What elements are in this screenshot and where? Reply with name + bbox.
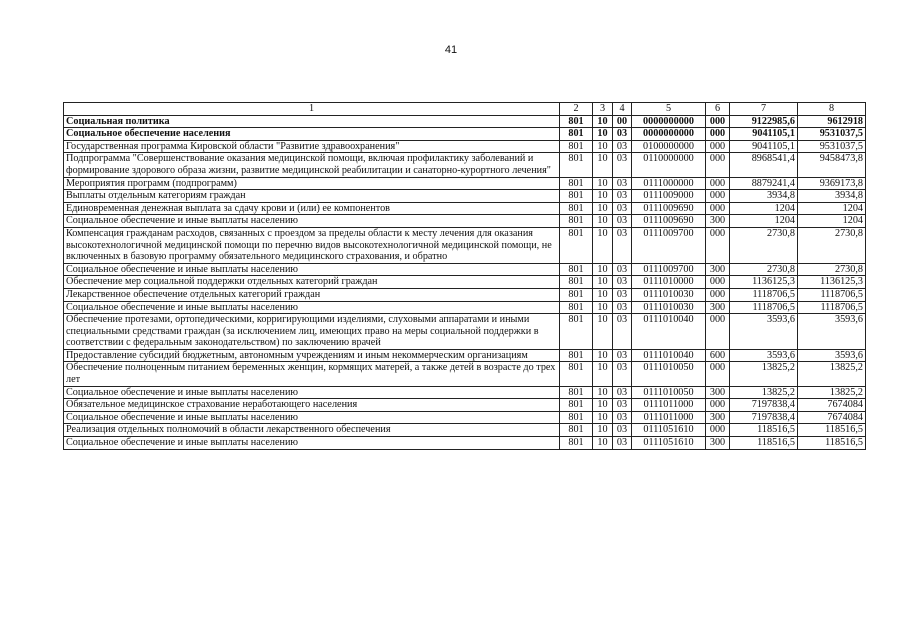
amount-year2-cell: 9531037,5 (798, 128, 866, 141)
target-article-cell: 0111011000 (632, 399, 706, 412)
row-name-cell: Социальное обеспечение и иные выплаты населению (64, 437, 560, 450)
row-name-cell: Мероприятия программ (подпрограмм) (64, 177, 560, 190)
target-article-cell: 0111010050 (632, 386, 706, 399)
target-article-cell: 0111010040 (632, 314, 706, 350)
admin-code-cell: 801 (560, 314, 593, 350)
subsection-cell: 03 (613, 386, 632, 399)
header-cell: 7 (730, 103, 798, 116)
table-row (64, 411, 866, 424)
amount-year1-cell: 1204 (730, 215, 798, 228)
amount-year2-cell: 2730,8 (798, 227, 866, 263)
admin-code-cell: 801 (560, 115, 593, 128)
admin-code-cell: 801 (560, 202, 593, 215)
table-row (64, 190, 866, 203)
target-article-cell: 0111000000 (632, 177, 706, 190)
amount-year2-cell: 9531037,5 (798, 140, 866, 153)
amount-year2-cell: 1118706,5 (798, 301, 866, 314)
amount-year1-cell: 7197838,4 (730, 411, 798, 424)
row-name-cell: Государственная программа Кировской области "Развитие здравоохранения" (64, 140, 560, 153)
amount-year2-cell: 13825,2 (798, 362, 866, 386)
admin-code-cell: 801 (560, 362, 593, 386)
target-article-cell: 0111010000 (632, 276, 706, 289)
table-row (64, 437, 866, 450)
subsection-cell: 03 (613, 215, 632, 228)
target-article-cell: 0111051610 (632, 424, 706, 437)
expense-type-cell: 000 (706, 115, 730, 128)
row-name-cell: Социальное обеспечение и иные выплаты населению (64, 263, 560, 276)
amount-year2-cell: 7674084 (798, 411, 866, 424)
amount-year2-cell: 1136125,3 (798, 276, 866, 289)
subsection-cell: 03 (613, 202, 632, 215)
amount-year1-cell: 13825,2 (730, 362, 798, 386)
target-article-cell: 0111010040 (632, 349, 706, 362)
row-name-cell: Обеспечение протезами, ортопедическими, корригирующими изделиями, слуховыми аппаратами и иными специальными средствами граждан (за исключением лиц, имеющих право на меры социальной поддержки в соответствии с федеральным законодательством) по заключению врачей (64, 314, 560, 350)
subsection-cell: 03 (613, 424, 632, 437)
table-row (64, 362, 866, 386)
amount-year2-cell: 1204 (798, 215, 866, 228)
row-name-cell: Предоставление субсидий бюджетным, автономным учреждениям и иным некоммерческим организациям (64, 349, 560, 362)
subsection-cell: 03 (613, 301, 632, 314)
section-cell: 10 (593, 411, 613, 424)
section-cell: 10 (593, 276, 613, 289)
expense-type-cell: 000 (706, 362, 730, 386)
row-name-cell: Компенсация гражданам расходов, связанных с проездом за пределы области к месту лечения для оказания высокотехнологичной медицинской помощи по перечню видов высокотехнологичной медицинской помощи, не включенных в базовую программу обязательного медицинского страхования, и обратно (64, 227, 560, 263)
row-name-cell: Лекарственное обеспечение отдельных категорий граждан (64, 288, 560, 301)
row-name-cell: Подпрограмма "Совершенствование оказания медицинской помощи, включая профилактику заболеваний и формирование здорового образа жизни, развитие медицинской реабилитации и санаторно-курортного лечения" (64, 153, 560, 177)
section-cell: 10 (593, 140, 613, 153)
target-article-cell: 0000000000 (632, 128, 706, 141)
table-row (64, 263, 866, 276)
amount-year1-cell: 8968541,4 (730, 153, 798, 177)
expense-type-cell: 000 (706, 314, 730, 350)
target-article-cell: 0111010050 (632, 362, 706, 386)
target-article-cell: 0111009000 (632, 190, 706, 203)
amount-year1-cell: 13825,2 (730, 386, 798, 399)
amount-year2-cell: 1204 (798, 202, 866, 215)
expense-type-cell: 000 (706, 276, 730, 289)
expense-type-cell: 300 (706, 386, 730, 399)
target-article-cell: 0111009690 (632, 215, 706, 228)
amount-year2-cell: 1118706,5 (798, 288, 866, 301)
amount-year1-cell: 1204 (730, 202, 798, 215)
subsection-cell: 03 (613, 190, 632, 203)
section-cell: 10 (593, 190, 613, 203)
amount-year2-cell: 9612918 (798, 115, 866, 128)
subsection-cell: 03 (613, 288, 632, 301)
admin-code-cell: 801 (560, 411, 593, 424)
amount-year1-cell: 9041105,1 (730, 128, 798, 141)
table-row (64, 349, 866, 362)
table-row (64, 202, 866, 215)
target-article-cell: 0111010030 (632, 288, 706, 301)
row-name-cell: Социальное обеспечение и иные выплаты населению (64, 386, 560, 399)
amount-year1-cell: 7197838,4 (730, 399, 798, 412)
subsection-cell: 00 (613, 115, 632, 128)
amount-year1-cell: 3934,8 (730, 190, 798, 203)
table-row (64, 128, 866, 141)
expense-type-cell: 000 (706, 288, 730, 301)
admin-code-cell: 801 (560, 227, 593, 263)
row-name-cell: Обеспечение полноценным питанием беременных женщин, кормящих матерей, а также детей в возрасте до трех лет (64, 362, 560, 386)
row-name-cell: Реализация отдельных полномочий в области лекарственного обеспечения (64, 424, 560, 437)
admin-code-cell: 801 (560, 437, 593, 450)
section-cell: 10 (593, 424, 613, 437)
section-cell: 10 (593, 349, 613, 362)
amount-year2-cell: 13825,2 (798, 386, 866, 399)
target-article-cell: 0000000000 (632, 115, 706, 128)
table-row (64, 276, 866, 289)
admin-code-cell: 801 (560, 349, 593, 362)
subsection-cell: 03 (613, 128, 632, 141)
amount-year2-cell: 7674084 (798, 399, 866, 412)
table-row (64, 314, 866, 350)
subsection-cell: 03 (613, 276, 632, 289)
amount-year2-cell: 118516,5 (798, 424, 866, 437)
table-row (64, 215, 866, 228)
table-row (64, 177, 866, 190)
subsection-cell: 03 (613, 399, 632, 412)
section-cell: 10 (593, 177, 613, 190)
admin-code-cell: 801 (560, 190, 593, 203)
row-name-cell: Выплаты отдельным категориям граждан (64, 190, 560, 203)
header-cell: 3 (593, 103, 613, 116)
admin-code-cell: 801 (560, 128, 593, 141)
target-article-cell: 0111009690 (632, 202, 706, 215)
table-row (64, 115, 866, 128)
header-cell: 5 (632, 103, 706, 116)
row-name-cell: Социальная политика (64, 115, 560, 128)
header-row (64, 103, 866, 116)
table-row (64, 301, 866, 314)
section-cell: 10 (593, 288, 613, 301)
section-cell: 10 (593, 202, 613, 215)
expense-type-cell: 000 (706, 399, 730, 412)
section-cell: 10 (593, 386, 613, 399)
table-row (64, 227, 866, 263)
amount-year2-cell: 118516,5 (798, 437, 866, 450)
subsection-cell: 03 (613, 263, 632, 276)
target-article-cell: 0111051610 (632, 437, 706, 450)
section-cell: 10 (593, 215, 613, 228)
expense-type-cell: 000 (706, 153, 730, 177)
header-cell: 1 (64, 103, 560, 116)
section-cell: 10 (593, 153, 613, 177)
section-cell: 10 (593, 314, 613, 350)
expense-type-cell: 000 (706, 202, 730, 215)
section-cell: 10 (593, 437, 613, 450)
amount-year1-cell: 118516,5 (730, 437, 798, 450)
table-row (64, 399, 866, 412)
header-cell: 8 (798, 103, 866, 116)
expense-type-cell: 000 (706, 128, 730, 141)
header-cell: 2 (560, 103, 593, 116)
expense-type-cell: 300 (706, 215, 730, 228)
expense-type-cell: 000 (706, 190, 730, 203)
target-article-cell: 0111009700 (632, 263, 706, 276)
subsection-cell: 03 (613, 362, 632, 386)
expense-type-cell: 000 (706, 177, 730, 190)
amount-year1-cell: 9122985,6 (730, 115, 798, 128)
amount-year2-cell: 3593,6 (798, 349, 866, 362)
expense-type-cell: 000 (706, 424, 730, 437)
row-name-cell: Социальное обеспечение и иные выплаты населению (64, 301, 560, 314)
subsection-cell: 03 (613, 349, 632, 362)
section-cell: 10 (593, 128, 613, 141)
admin-code-cell: 801 (560, 399, 593, 412)
subsection-cell: 03 (613, 314, 632, 350)
amount-year1-cell: 1118706,5 (730, 288, 798, 301)
target-article-cell: 0111011000 (632, 411, 706, 424)
amount-year1-cell: 9041105,1 (730, 140, 798, 153)
target-article-cell: 0111010030 (632, 301, 706, 314)
amount-year1-cell: 3593,6 (730, 314, 798, 350)
page-number: 41 (444, 44, 458, 56)
section-cell: 10 (593, 115, 613, 128)
admin-code-cell: 801 (560, 177, 593, 190)
amount-year1-cell: 1136125,3 (730, 276, 798, 289)
row-name-cell: Обеспечение мер социальной поддержки отдельных категорий граждан (64, 276, 560, 289)
table-row (64, 288, 866, 301)
target-article-cell: 0111009700 (632, 227, 706, 263)
expense-type-cell: 000 (706, 227, 730, 263)
expense-type-cell: 300 (706, 437, 730, 450)
amount-year2-cell: 9369173,8 (798, 177, 866, 190)
admin-code-cell: 801 (560, 301, 593, 314)
section-cell: 10 (593, 263, 613, 276)
subsection-cell: 03 (613, 177, 632, 190)
admin-code-cell: 801 (560, 153, 593, 177)
amount-year1-cell: 118516,5 (730, 424, 798, 437)
expense-type-cell: 000 (706, 140, 730, 153)
budget-table (63, 102, 866, 450)
amount-year1-cell: 3593,6 (730, 349, 798, 362)
row-name-cell: Социальное обеспечение населения (64, 128, 560, 141)
table-row (64, 386, 866, 399)
subsection-cell: 03 (613, 411, 632, 424)
target-article-cell: 0110000000 (632, 153, 706, 177)
expense-type-cell: 600 (706, 349, 730, 362)
section-cell: 10 (593, 227, 613, 263)
admin-code-cell: 801 (560, 215, 593, 228)
row-name-cell: Социальное обеспечение и иные выплаты населению (64, 411, 560, 424)
row-name-cell: Социальное обеспечение и иные выплаты населению (64, 215, 560, 228)
amount-year1-cell: 8879241,4 (730, 177, 798, 190)
expense-type-cell: 300 (706, 301, 730, 314)
subsection-cell: 03 (613, 153, 632, 177)
subsection-cell: 03 (613, 140, 632, 153)
subsection-cell: 03 (613, 227, 632, 263)
table-body (64, 103, 866, 450)
admin-code-cell: 801 (560, 140, 593, 153)
expense-type-cell: 300 (706, 263, 730, 276)
section-cell: 10 (593, 301, 613, 314)
admin-code-cell: 801 (560, 386, 593, 399)
admin-code-cell: 801 (560, 424, 593, 437)
amount-year2-cell: 3593,6 (798, 314, 866, 350)
row-name-cell: Единовременная денежная выплата за сдачу крови и (или) ее компонентов (64, 202, 560, 215)
section-cell: 10 (593, 399, 613, 412)
section-cell: 10 (593, 362, 613, 386)
table-row (64, 140, 866, 153)
header-cell: 6 (706, 103, 730, 116)
amount-year1-cell: 2730,8 (730, 227, 798, 263)
amount-year2-cell: 9458473,8 (798, 153, 866, 177)
table-row (64, 153, 866, 177)
header-cell: 4 (613, 103, 632, 116)
target-article-cell: 0100000000 (632, 140, 706, 153)
admin-code-cell: 801 (560, 288, 593, 301)
row-name-cell: Обязательное медицинское страхование неработающего населения (64, 399, 560, 412)
amount-year2-cell: 2730,8 (798, 263, 866, 276)
admin-code-cell: 801 (560, 276, 593, 289)
amount-year1-cell: 1118706,5 (730, 301, 798, 314)
expense-type-cell: 300 (706, 411, 730, 424)
subsection-cell: 03 (613, 437, 632, 450)
table-row (64, 424, 866, 437)
amount-year2-cell: 3934,8 (798, 190, 866, 203)
amount-year1-cell: 2730,8 (730, 263, 798, 276)
admin-code-cell: 801 (560, 263, 593, 276)
